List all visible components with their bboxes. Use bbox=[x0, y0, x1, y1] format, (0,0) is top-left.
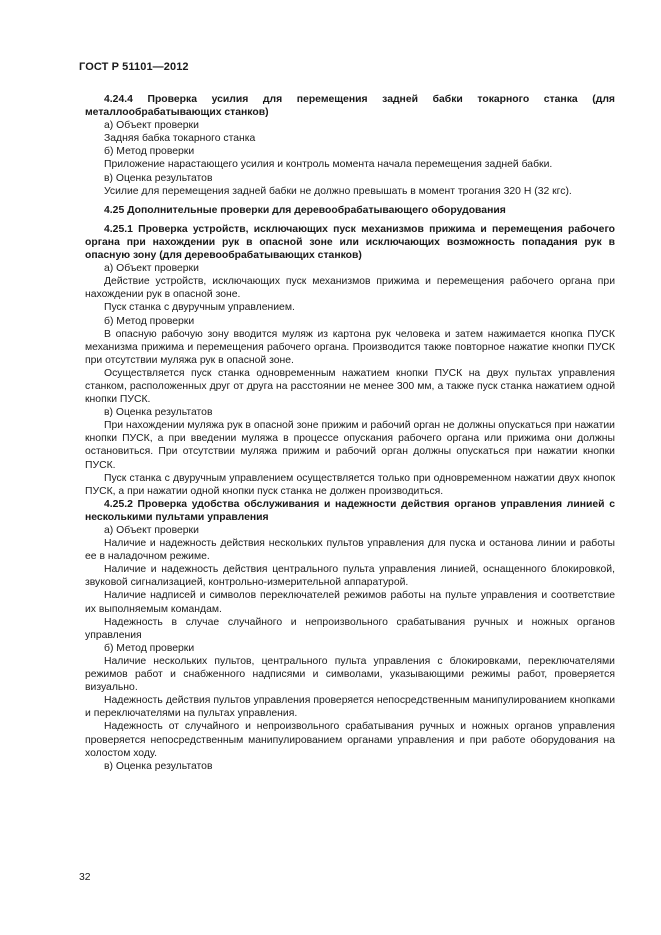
section-heading-4-25-1: 4.25.1 Проверка устройств, исключающих пуск механизмов прижима и перемещения рабочего органа при нахождении рук в опасной зоне или исключающих возможность попадания рук в опасную зону (для деревообрабатывающих станков) bbox=[85, 223, 615, 262]
paragraph: а) Объект проверки bbox=[104, 120, 199, 132]
paragraph: В опасную рабочую зону вводится муляж из картона рук человека и затем нажимается кнопка ПУСК механизма прижима и перемещения рабочего органа. Производится также повторное нажатие кнопки ПУСК при отсутствии муляжа рук в опасной зоне. bbox=[85, 328, 615, 366]
paragraph: в) Оценка результатов bbox=[104, 760, 213, 772]
page-number: 32 bbox=[79, 872, 91, 883]
paragraph: Надежность в случае случайного и непроизвольного срабатывания ручных и ножных органов управления bbox=[85, 616, 615, 641]
paragraph: Приложение нарастающего усилия и контроль момента начала перемещения задней бабки. bbox=[104, 159, 553, 171]
section-heading-4-25-2: 4.25.2 Проверка удобства обслуживания и надежности действия органов управления линией с несколькими пультами управления bbox=[85, 498, 615, 523]
section-heading-4-25: 4.25 Дополнительные проверки для деревообрабатывающего оборудования bbox=[104, 204, 506, 216]
paragraph: Осуществляется пуск станка одновременным нажатием кнопки ПУСК на двух пультах управления станком, расположенных друг от друга на расстоянии не менее 300 мм, а также пуск станка нажатием одной кнопки ПУСК. bbox=[85, 367, 615, 406]
paragraph: Надежность действия пультов управления проверяется непосредственным манипулированием кнопками и переключателями на пультах управления. bbox=[85, 695, 615, 720]
paragraph: Усилие для перемещения задней бабки не должно превышать в момент трогания 320 Н (32 кгс). bbox=[104, 185, 572, 197]
paragraph: Пуск станка с двуручным управлением. bbox=[104, 302, 295, 314]
page-content bbox=[85, 93, 615, 773]
section-heading-4-24-4: 4.24.4 Проверка усилия для перемещения задней бабки токарного станка (для металлообрабатывающих станков) bbox=[85, 94, 615, 119]
paragraph: Пуск станка с двуручным управлением осуществляется только при одновременном нажатии двух кнопок ПУСК, а при нажатии одной кнопки пуск станка не должен производиться. bbox=[85, 472, 615, 497]
paragraph: Наличие нескольких пультов, центрального пульта управления с блокировками, переключателями режимов работ и снабженного надписями и символами, указывающими режимы работ, проверяется визуально. bbox=[85, 655, 615, 694]
paragraph: б) Метод проверки bbox=[104, 642, 195, 654]
paragraph: б) Метод проверки bbox=[104, 315, 195, 327]
paragraph: б) Метод проверки bbox=[104, 146, 195, 158]
paragraph: Наличие и надежность действия центрального пульта управления линией, оснащенного блокировкой, звуковой сигнализацией, контрольно-измерительной аппаратурой. bbox=[85, 564, 615, 589]
paragraph: Надежность от случайного и непроизвольного срабатывания ручных и ножных органов управления проверяется непосредственным манипулированием органами управления и при работе оборудования на холостом ходу. bbox=[85, 721, 615, 759]
paragraph: в) Оценка результатов bbox=[104, 407, 213, 419]
paragraph: Действие устройств, исключающих пуск механизмов прижима и перемещения рабочего органа при нахождении рук в опасной зоне. bbox=[85, 276, 615, 301]
paragraph: а) Объект проверки bbox=[104, 525, 199, 536]
paragraph: Задняя бабка токарного станка bbox=[104, 133, 256, 145]
paragraph: Наличие и надежность действия нескольких пультов управления для пуска и останова линии и работы ее в наладочном режиме. bbox=[85, 538, 615, 563]
paragraph: а) Объект проверки bbox=[104, 263, 199, 275]
standard-header: ГОСТ Р 51101—2012 bbox=[79, 61, 189, 73]
paragraph: в) Оценка результатов bbox=[104, 172, 213, 184]
paragraph: Наличие надписей и символов переключателей режимов работы на пульте управления и соответствие их выполняемым командам. bbox=[85, 590, 615, 615]
paragraph: При нахождении муляжа рук в опасной зоне прижим и рабочий орган не должны опускаться при нажатии кнопки ПУСК, а при введении муляжа в процессе опускания рабочего органа или прижима они должны остановиться. При отсутствии муляжа прижим и рабочий орган должны опускаться при нажатии кнопки ПУСК. bbox=[85, 420, 615, 471]
